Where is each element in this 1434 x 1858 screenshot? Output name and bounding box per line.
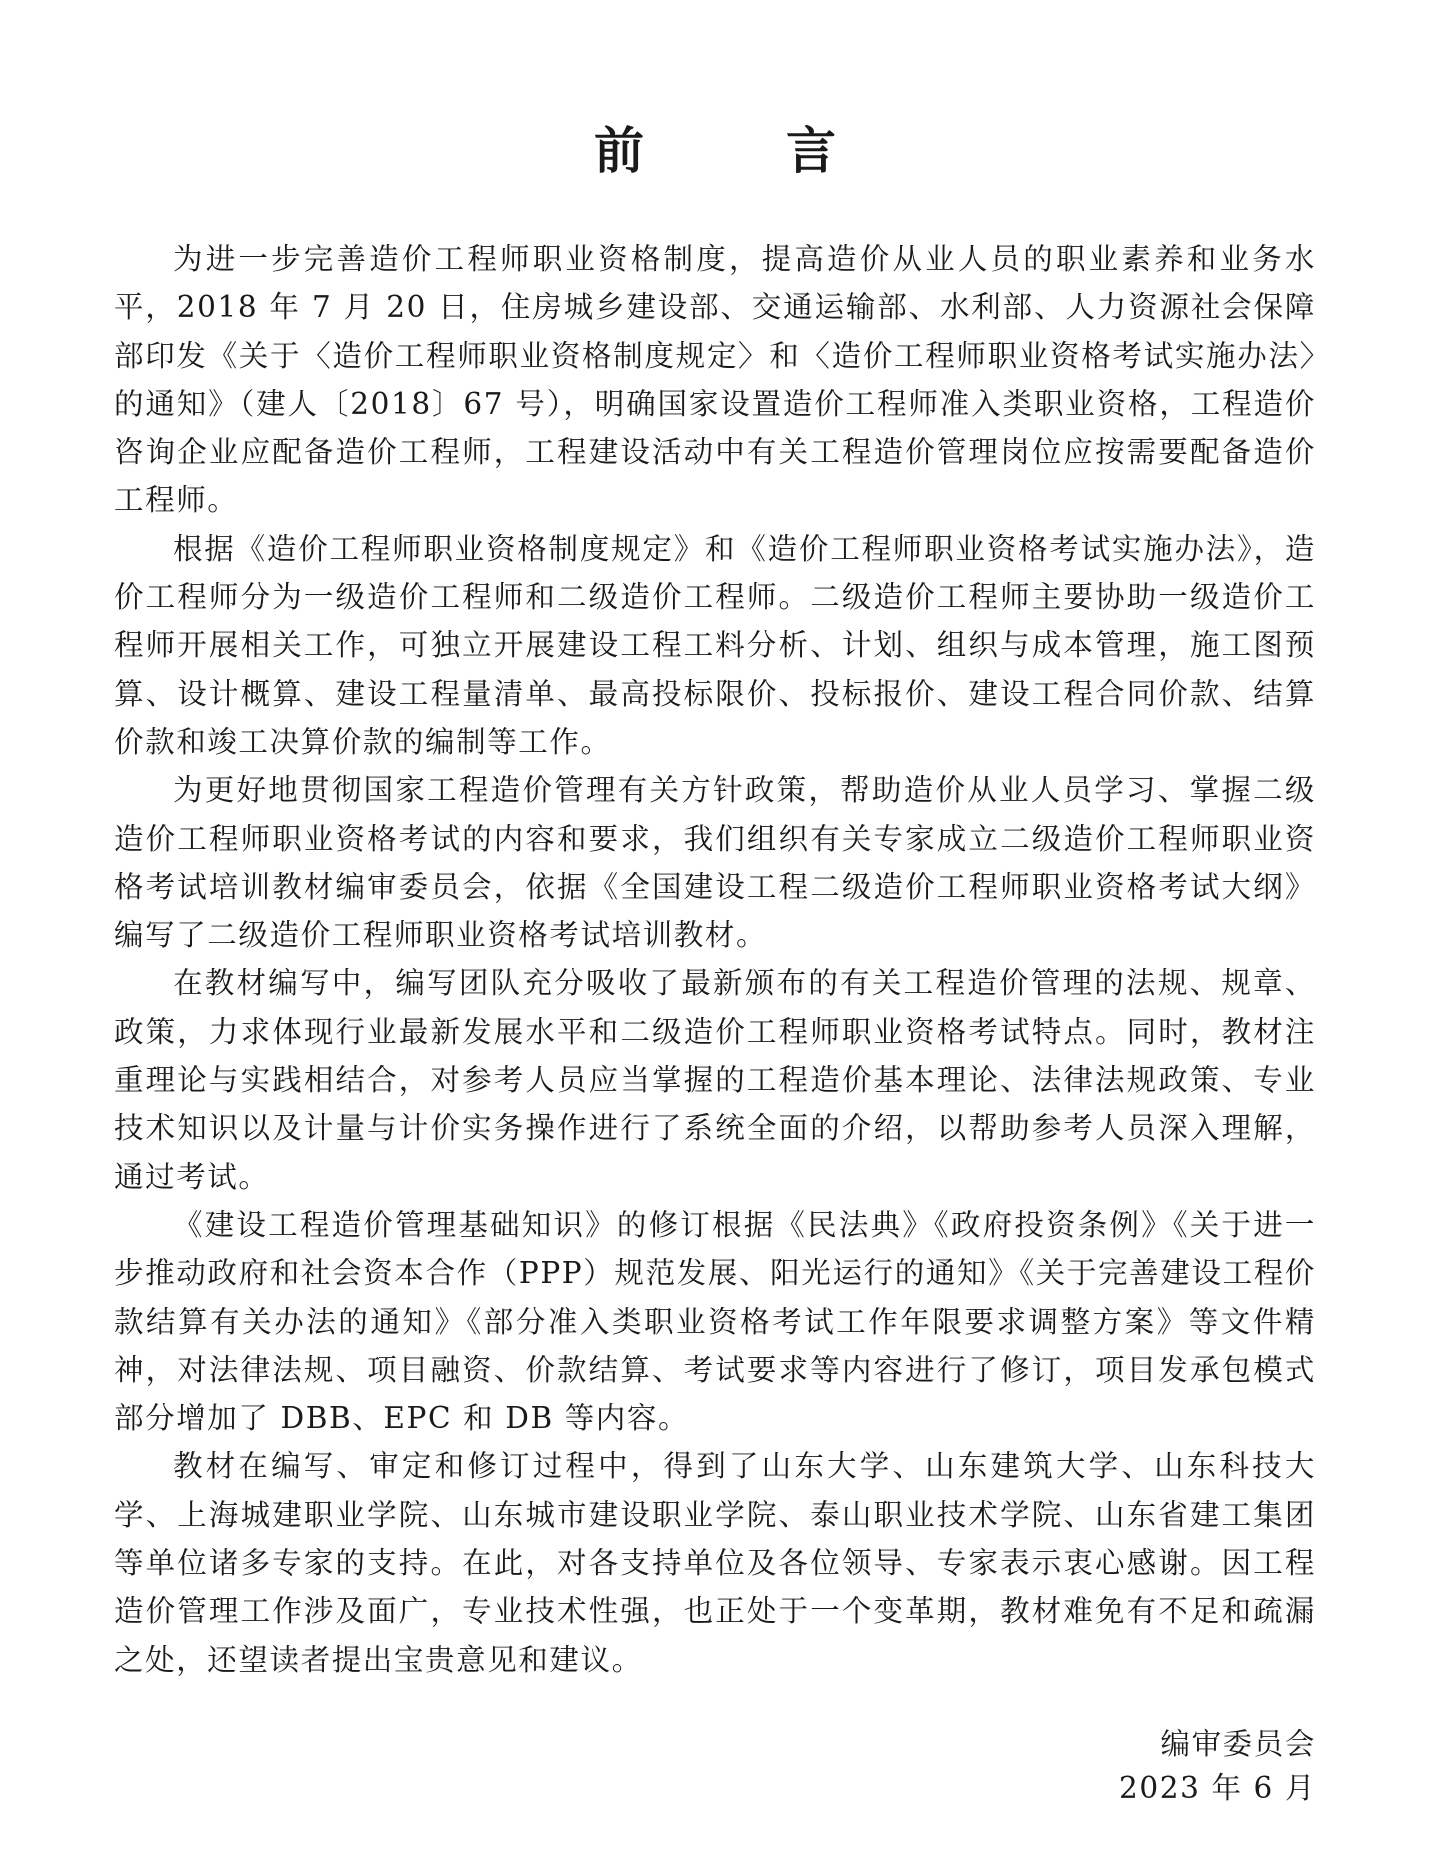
preface-body <box>114 235 1316 1684</box>
signature-block <box>1119 1722 1316 1810</box>
paragraph-3: 为更好地贯彻国家工程造价管理有关方针政策，帮助造价从业人员学习、掌握二级造价工程师职业资格考试的内容和要求，我们组织有关专家成立二级造价工程师职业资格考试培训教材编审委员会，依据《全国建设工程二级造价工程师职业资格考试大纲》编写了二级造价工程师职业资格考试培训教材。 <box>114 773 1316 953</box>
paragraph-4: 在教材编写中，编写团队充分吸收了最新颁布的有关工程造价管理的法规、规章、政策，力求体现行业最新发展水平和二级造价工程师职业资格考试特点。同时，教材注重理论与实践相结合，对参考人员应当掌握的工程造价基本理论、法律法规政策、专业技术知识以及计量与计价实务操作进行了系统全面的介绍，以帮助参考人员深入理解，通过考试。 <box>114 966 1316 1194</box>
page-title: 前 言 <box>594 121 882 180</box>
paragraph-1: 为进一步完善造价工程师职业资格制度，提高造价从业人员的职业素养和业务水平，2018 年 7 月 20 日，住房城乡建设部、交通运输部、水利部、人力资源社会保障部印发《关于〈造价工程师职业资格制度规定〉和〈造价工程师职业资格考试实施办法〉的通知》（建人〔2018〕67 号），明确国家设置造价工程师准入类职业资格，工程造价咨询企业应配备造价工程师，工程建设活动中有关工程造价管理岗位应按需要配备造价工程师。 <box>114 242 1316 518</box>
paragraph-6: 教材在编写、审定和修订过程中，得到了山东大学、山东建筑大学、山东科技大学、上海城建职业学院、山东城市建设职业学院、泰山职业技术学院、山东省建工集团等单位诸多专家的支持。在此，对各支持单位及各位领导、专家表示衷心感谢。因工程造价管理工作涉及面广，专业技术性强，也正处于一个变革期，教材难免有不足和疏漏之处，还望读者提出宝贵意见和建议。 <box>114 1449 1316 1677</box>
paragraph-2: 根据《造价工程师职业资格制度规定》和《造价工程师职业资格考试实施办法》，造价工程师分为一级造价工程师和二级造价工程师。二级造价工程师主要协助一级造价工程师开展相关工作，可独立开展建设工程工料分析、计划、组织与成本管理，施工图预算、设计概算、建设工程量清单、最高投标限价、投标报价、建设工程合同价款、结算价款和竣工决算价款的编制等工作。 <box>114 531 1316 759</box>
signature-author: 编审委员会 <box>1160 1727 1316 1761</box>
paragraph-5: 《建设工程造价管理基础知识》的修订根据《民法典》《政府投资条例》《关于进一步推动政府和社会资本合作（PPP）规范发展、阳光运行的通知》《关于完善建设工程价款结算有关办法的通知》《部分准入类职业资格考试工作年限要求调整方案》等文件精神，对法律法规、项目融资、价款结算、考试要求等内容进行了修订，项目发承包模式部分增加了 DBB、EPC 和 DB 等内容。 <box>114 1207 1316 1436</box>
signature-date: 2023 年 6 月 <box>1119 1771 1316 1805</box>
